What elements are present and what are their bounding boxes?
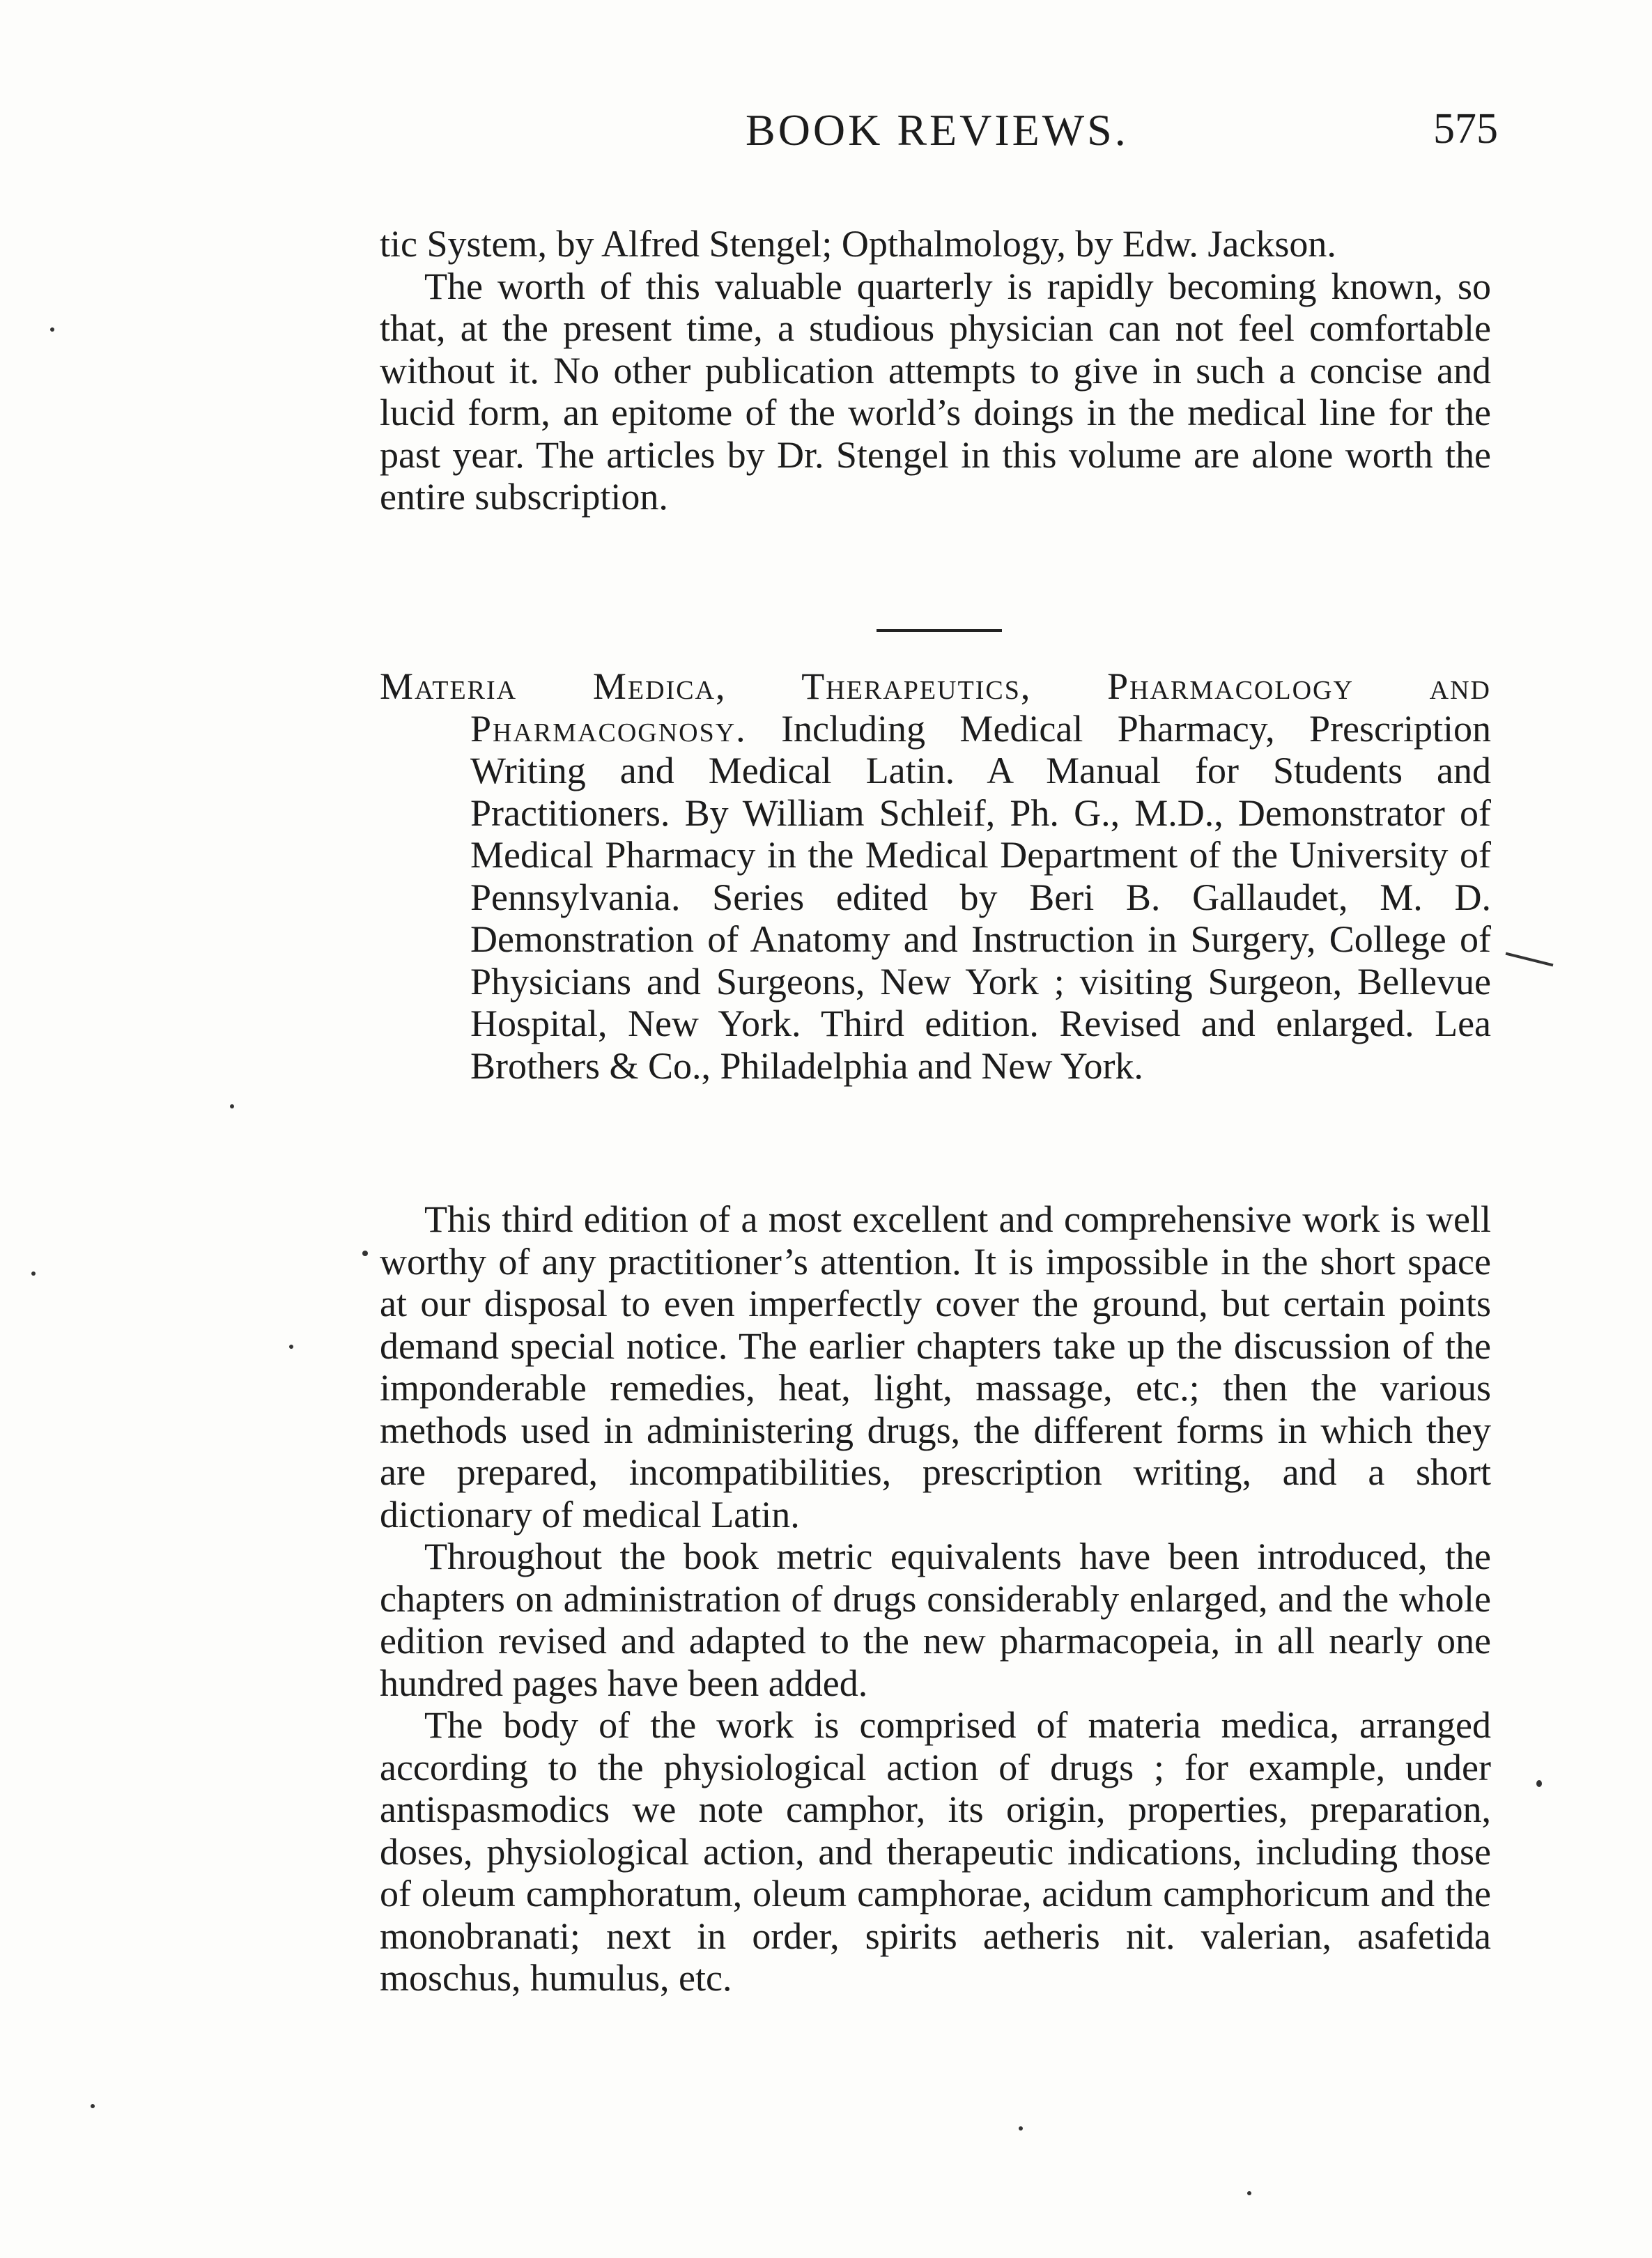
page-number: 575 [1433,105,1498,153]
book-title: Materia Medica, Therapeutics, Pharmacology and Pharmacognosy. [380,665,1491,750]
scan-speck [362,1251,368,1256]
book-details: Including Medical Pharmacy, Prescription Writing and Medical Latin. A Manual for Students and Practitioners. By William Schleif, Ph. G., M.D., Demonstrator of Medical Pharmacy in the Medical Department of the University of Pennsylvania. Series edited by Beri B. Gallaudet, M. D. Demonstration of Anatomy and Instruction in Surgery, College of Physicians and Surgeons, New York ; visiting Surgeon, Bellevue Hospital, New York. Third edition. Revised and enlarged. Lea Brothers & Co., Philadelphia and New York. [470,707,1491,1087]
review-1-continuation: tic System, by Alfred Stengel; Opthalmology, by Edw. Jackson. [380,223,1336,265]
section-divider [877,629,1002,632]
review-1-paragraph: The worth of this valuable quarterly is rapidly becoming known, so that, at the present time, a studious physician can not feel comfortable without it. No other publication attempts to give in such a concise and lucid form, an epitome of the world’s doings in the medical line for the past year. The articles by Dr. Stengel in this volume are alone worth the entire subscription. [380,265,1491,518]
scan-speck [230,1104,234,1108]
review-2-body [380,1198,1491,2000]
review-2-paragraph-1: This third edition of a most excellent and comprehensive work is well worthy of any practitioner’s attention. It is impossible in the short space at our disposal to even imperfectly cover the ground, but certain points demand special notice. The earlier chapters take up the discussion of the imponderable remedies, heat, light, massage, etc.; then the various methods used in administering drugs, the different forms in which they are prepared, incompatibilities, prescription writing, and a short dictionary of medical Latin. [380,1198,1491,1536]
review-2-paragraph-3: The body of the work is comprised of materia medica, arranged according to the physiological action of drugs ; for example, under antispasmodics we note camphor, its origin, properties, preparation, doses, physiological action, and therapeutic indications, including those of oleum camphoratum, oleum camphorae, acidum camphoricum and the monobranati; next in order, spirits aetheris nit. valerian, asafetida moschus, humulus, etc. [380,1704,1491,1999]
page-header [746,105,1498,167]
scan-speck [1019,2126,1023,2131]
scan-speck [50,327,54,332]
scan-speck [91,2104,95,2108]
review-1 [380,223,1491,518]
scan-speck [1536,1780,1542,1787]
review-2-citation [380,665,1491,1087]
scan-speck [289,1345,293,1349]
scan-speck [31,1271,36,1276]
review-2-paragraph-2: Throughout the book metric equivalents have been introduced, the chapters on administration of drugs considerably enlarged, and the whole edition revised and adapted to the new pharmacopeia, in all nearly one hundred pages have been added. [380,1536,1491,1704]
running-title: BOOK REVIEWS. [746,105,1129,155]
margin-mark [1506,952,1554,967]
scan-speck [1247,2191,1251,2195]
